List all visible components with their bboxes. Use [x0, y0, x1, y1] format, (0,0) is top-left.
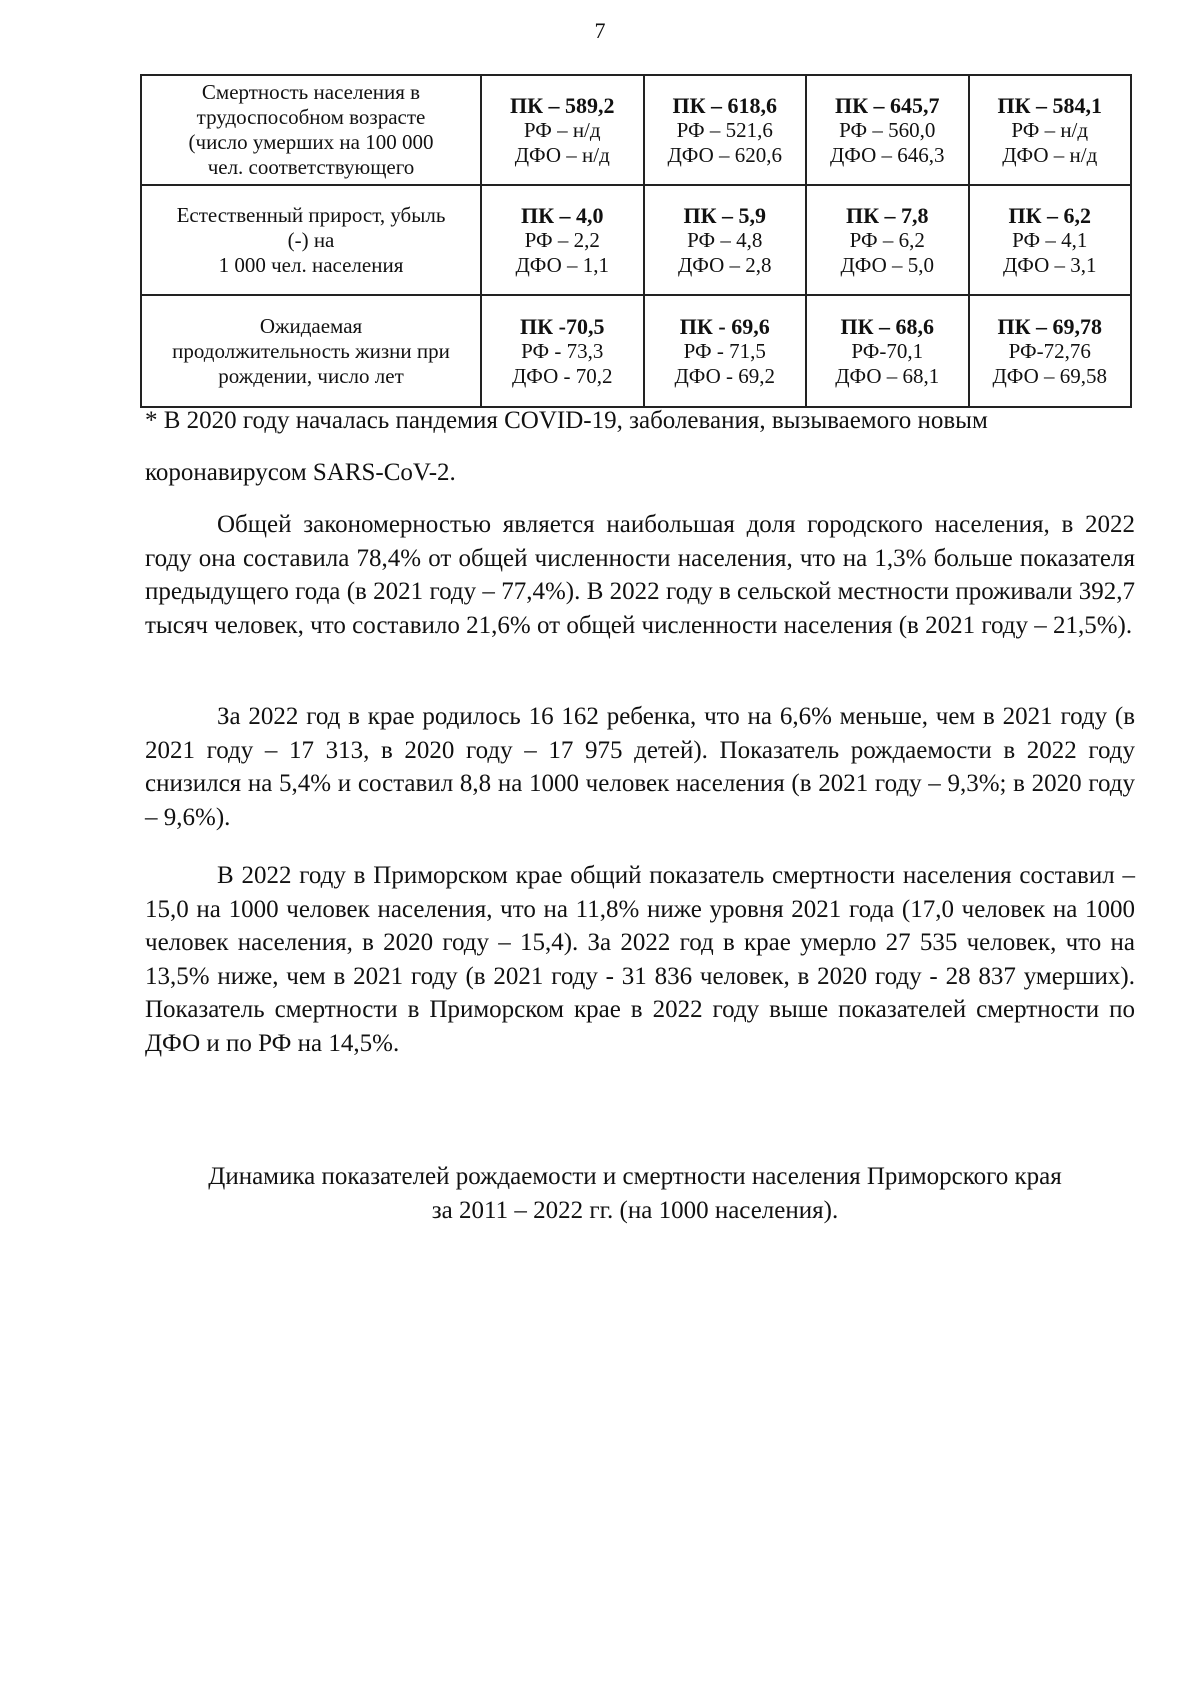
rf-value: РФ - 73,3: [521, 338, 604, 363]
table-cell: [481, 185, 644, 295]
row-label-line: продолжительность жизни при: [172, 338, 450, 363]
table-cell: [806, 185, 969, 295]
row-label: [141, 75, 481, 185]
footnote-line: * В 2020 году началась пандемия COVID-19, заболевания, вызываемого новым: [145, 407, 988, 434]
dfo-value: ДФО – 646,3: [829, 142, 945, 167]
rf-value: РФ-70,1: [851, 338, 924, 363]
dfo-value: ДФО – 68,1: [835, 363, 940, 388]
rf-value: РФ – 6,2: [849, 227, 925, 252]
table-cell: [969, 75, 1132, 185]
pk-value: ПК -70,5: [520, 313, 605, 339]
dfo-value: ДФО – 1,1: [515, 252, 610, 277]
statistics-table: [140, 74, 1132, 408]
rf-value: РФ – 521,6: [676, 117, 773, 142]
dfo-value: ДФО – н/д: [1002, 142, 1098, 167]
paragraph-mortality: В 2022 году в Приморском крае общий показатель смертности населения составил – 15,0 на 1000 человек населения, что на 11,8% ниже уровня 2021 года (17,0 человек на 1000 человек населения, в 2020 году – 15,4). За 2022 год в крае умерло 27 535 человек, что на 13,5% ниже, чем в 2021 году (в 2021 году - 31 836 человек, в 2020 году - 28 837 умерших). Показатель смертности в Приморском крае в 2022 году выше показателей смертности по ДФО и по РФ на 14,5%.: [145, 862, 1135, 1057]
table-cell: [969, 295, 1132, 407]
row-label-line: (-) на: [287, 227, 335, 252]
pk-value: ПК – 584,1: [997, 92, 1103, 118]
table-row: [141, 75, 1131, 185]
table-cell: [644, 75, 807, 185]
table-cell: [644, 295, 807, 407]
rf-value: РФ – 560,0: [839, 117, 936, 142]
rf-value: РФ – н/д: [523, 117, 601, 142]
row-label-line: (число умерших на 100 000: [188, 130, 434, 154]
pk-value: ПК – 4,0: [520, 202, 604, 228]
pk-value: ПК – 618,6: [672, 92, 778, 118]
rf-value: РФ - 71,5: [683, 338, 766, 363]
dfo-value: ДФО – 620,6: [667, 142, 783, 167]
row-label-line: рождении, число лет: [218, 363, 404, 388]
pk-value: ПК – 645,7: [834, 92, 940, 118]
rf-value: РФ – 4,8: [687, 227, 763, 252]
dfo-value: ДФО – н/д: [514, 142, 610, 167]
row-label-line: Смертность населения в: [201, 80, 421, 104]
pk-value: ПК – 6,2: [1008, 202, 1092, 228]
dfo-value: ДФО - 69,2: [674, 363, 776, 388]
table-row: [141, 185, 1131, 295]
page-number: 7: [594, 18, 606, 43]
rf-value: РФ – 2,2: [524, 227, 600, 252]
dfo-value: ДФО – 69,58: [992, 363, 1108, 388]
dfo-value: ДФО – 5,0: [840, 252, 935, 277]
dfo-value: ДФО – 3,1: [1002, 252, 1097, 277]
footnote-line: коронавирусом SARS-CoV-2.: [145, 459, 456, 486]
rf-value: РФ-72,76: [1008, 338, 1091, 363]
row-label: [141, 295, 481, 407]
row-label: [141, 185, 481, 295]
pk-value: ПК – 589,2: [509, 92, 615, 118]
row-label-line: Ожидаемая: [259, 313, 363, 338]
row-label-line: 1 000 чел. населения: [218, 252, 404, 277]
row-label-line: чел. соответствующего: [207, 155, 415, 179]
chart-caption: [140, 1160, 1130, 1228]
row-label-line: трудоспособном возрасте: [196, 105, 426, 129]
row-label-line: Естественный прирост, убыль: [176, 202, 446, 227]
table-cell: [969, 185, 1132, 295]
rf-value: РФ – н/д: [1011, 117, 1089, 142]
pk-value: ПК – 68,6: [840, 313, 935, 339]
table-cell: [644, 185, 807, 295]
table-cell: [806, 295, 969, 407]
paragraph-birth-rate: За 2022 год в крае родилось 16 162 ребенка, что на 6,6% меньше, чем в 2021 году (в 2021 году – 17 313, в 2020 году – 17 975 детей). Показатель рождаемости в 2022 году снизился на 5,4% и составил 8,8 на 1000 человек населения (в 2021 году – 9,3%; в 2020 году – 9,6%).: [145, 703, 1135, 831]
dfo-value: ДФО - 70,2: [511, 363, 613, 388]
table-row: [141, 295, 1131, 407]
table-cell: [481, 75, 644, 185]
caption-line: за 2011 – 2022 гг. (на 1000 населения).: [431, 1197, 839, 1224]
table-cell: [806, 75, 969, 185]
rf-value: РФ – 4,1: [1012, 227, 1088, 252]
dfo-value: ДФО – 2,8: [677, 252, 772, 277]
pk-value: ПК – 69,78: [997, 313, 1103, 339]
paragraph-urban-population: Общей закономерностью является наибольшая доля городского населения, в 2022 году она составила 78,4% от общей численности населения, что на 1,3% больше показателя предыдущего года (в 2021 году – 77,4%). В 2022 году в сельской местности проживали 392,7 тысяч человек, что составило 21,6% от общей численности населения (в 2021 году – 21,5%).: [145, 511, 1135, 639]
pk-value: ПК – 7,8: [845, 202, 929, 228]
pk-value: ПК - 69,6: [679, 313, 770, 339]
caption-line: Динамика показателей рождаемости и смертности населения Приморского края: [208, 1163, 1062, 1190]
pk-value: ПК – 5,9: [683, 202, 767, 228]
table-cell: [481, 295, 644, 407]
